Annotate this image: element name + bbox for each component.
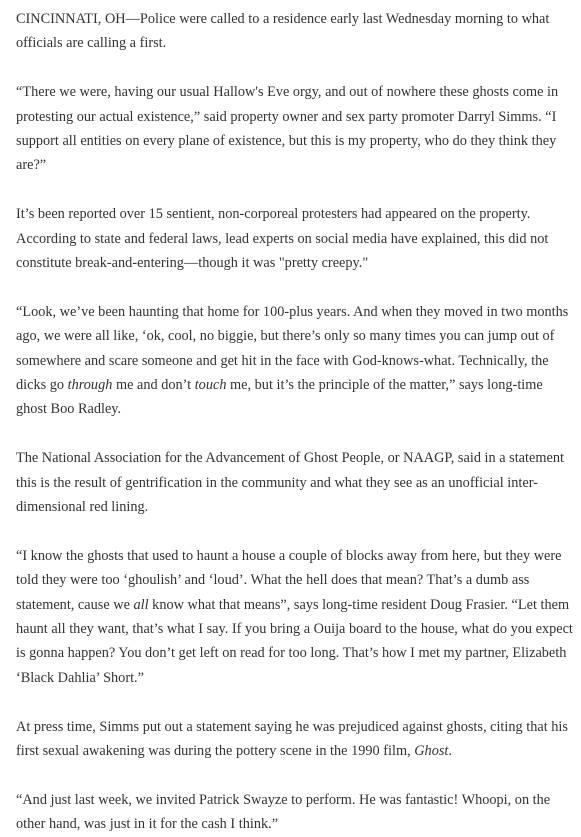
paragraph-text: “I know the ghosts that used to haunt a house a couple of blocks away from here, but they were told they were too ‘ghoulish’ and ‘loud’. What the hell does that mean? That’s a dumb ass statement, cause we [16, 547, 562, 613]
italic-film-title: Ghost [414, 743, 449, 760]
article-paragraph-protesters [16, 202, 573, 275]
article-paragraph-press-time [16, 715, 573, 764]
paragraph-text: It’s been reported over 15 sentient, non-corporeal protesters had appeared on the property. According to state and federal laws, lead experts on social media have explained, this did not constitute break-and-entering—though it was "pretty creepy." [16, 206, 549, 272]
italic-text: all [133, 596, 149, 613]
article-paragraph-swayze-quote [16, 788, 573, 837]
article-paragraph-dateline [16, 7, 573, 56]
paragraph-text: me and don’t [112, 377, 195, 394]
article-paragraph-boo-radley-quote [16, 300, 573, 422]
italic-text: touch [194, 377, 227, 394]
italic-text: through [67, 377, 113, 394]
paragraph-text: The National Association for the Advancement of Ghost People, or NAAGP, said in a statement this is the result of gentrification in the community and what they see as an unofficial inter-dimensional red lining. [16, 450, 564, 516]
paragraph-text: “And just last week, we invited Patrick Swayze to perform. He was fantastic! Whoopi, on the other hand, was just in it for the cash I think.” [16, 791, 551, 833]
article-paragraph-doug-frasier-quote [16, 544, 573, 690]
paragraph-text: me, but it’s the principle of the matter,” says long-time ghost Boo Radley. [16, 377, 543, 418]
paragraph-text: “Look, we’ve been haunting that home for 100-plus years. And when they moved in two months ago, we were all like, ‘ok, cool, no biggie, but there’s only so many times you can jump out of somewhere and scare someone and get hit in the face with God-knows-what. Technically, the dicks go [16, 303, 569, 394]
paragraph-text: At press time, Simms put out a statement saying he was prejudiced against ghosts, citing that his first sexual awakening was during the pottery scene in the 1990 film, [16, 718, 568, 760]
article-paragraph-naagp [16, 446, 573, 519]
article-paragraph-simms-quote [16, 80, 573, 178]
paragraph-text: CINCINNATI, OH—Police were called to a residence early last Wednesday morning to what officials are calling a first. [16, 11, 550, 52]
paragraph-text: know what that means”, says long-time resident Doug Frasier. “Let them haunt all they want, that’s what I say. If you bring a Ouija board to the house, what do you expect is gonna happen? You don’t get left on read for too long. That’s how I met my partner, Elizabeth ‘Black Dahlia’ Short.” [16, 596, 573, 686]
paragraph-text: . [448, 743, 452, 760]
paragraph-text: “There we were, having our usual Hallow's Eve orgy, and out of nowhere these ghosts come in protesting our actual existence,” said property owner and sex party promoter Darryl Simms. “I support all entities on every plane of existence, but this is my property, who do they think they are?” [16, 84, 559, 174]
